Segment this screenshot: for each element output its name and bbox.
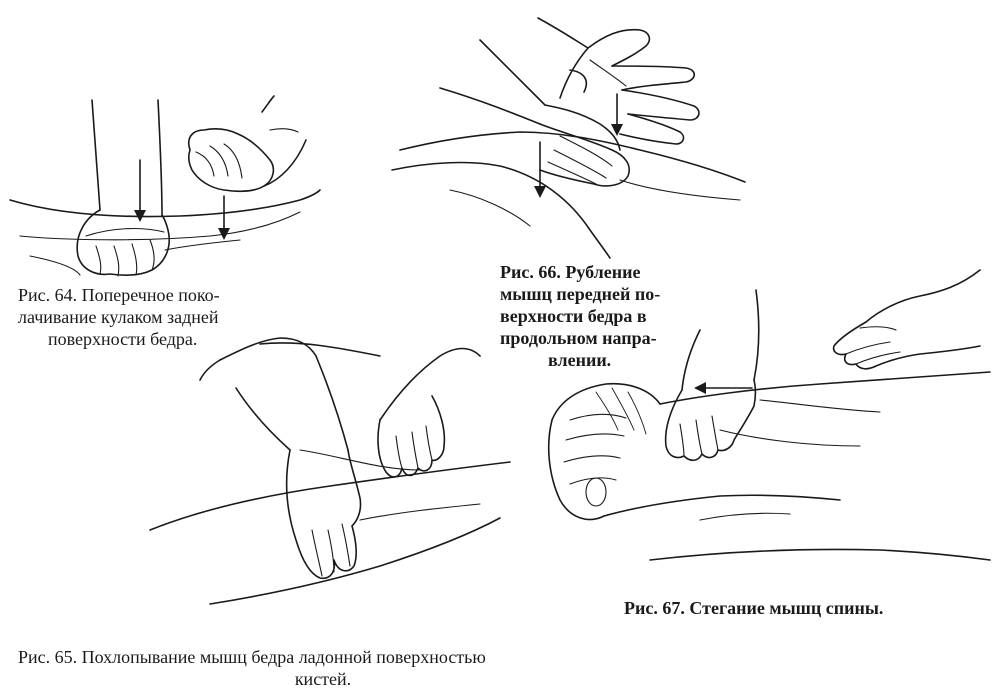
caption-fig66 [500, 261, 700, 371]
fig65-illustration [150, 338, 510, 604]
caption-fig66-line4: продольном напра- [500, 328, 657, 348]
caption-fig65-line1: Рис. 65. Похлопывание мышц бедра ладонной поверхностью [18, 647, 486, 667]
fig66-illustration [392, 18, 745, 258]
caption-fig64-line2: лачивание кулаком задней [18, 307, 219, 327]
caption-fig67-line1: Рис. 67. Стегание мышц спины. [624, 598, 884, 618]
caption-fig66-line5: влении. [548, 350, 612, 370]
caption-fig65-line2: кистей. [294, 669, 352, 689]
caption-fig64-line1: Рис. 64. Поперечное поко- [18, 285, 220, 305]
caption-fig64-line3: поверхности бедра. [48, 329, 198, 349]
caption-fig65 [18, 646, 618, 690]
caption-fig67 [624, 597, 954, 619]
caption-fig66-line3: верхности бедра в [500, 306, 647, 326]
caption-fig64 [18, 284, 268, 350]
fig64-illustration [10, 96, 320, 276]
caption-fig66-line1: Рис. 66. Рубление [500, 262, 641, 282]
caption-fig66-line2: мышц передней по- [500, 284, 661, 304]
